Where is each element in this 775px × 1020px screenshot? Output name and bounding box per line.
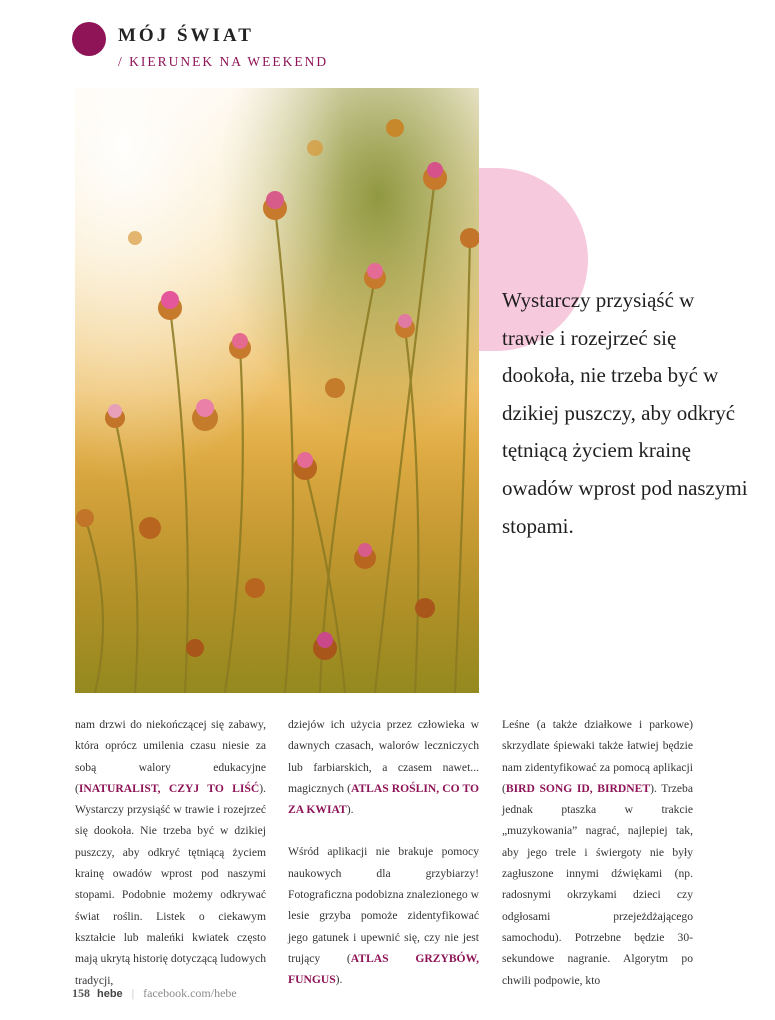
pull-quote: Wystarczy przysiąść w trawie i rozejrzeć się dookoła, nie trzeba być w dzikiej puszczy, aby odkryć tętniącą życiem krainę owadów wprost pod naszymi stopami. xyxy=(502,288,748,538)
app-names-highlight: ATLAS GRZYBÓW, FUNGUS xyxy=(288,951,480,987)
page-footer xyxy=(72,986,237,1001)
section-dot-icon xyxy=(72,22,106,56)
thistle-meadow-photo xyxy=(75,88,479,693)
paragraph xyxy=(288,841,479,990)
body-text: ). xyxy=(346,803,354,817)
text-column-2 xyxy=(288,714,479,991)
footer-separator: | xyxy=(131,986,135,1000)
facebook-link[interactable]: facebook.com/hebe xyxy=(143,986,237,1000)
app-names-highlight: INATURALIST, CZYJ TO LIŚĆ xyxy=(78,781,260,795)
text-column-3 xyxy=(502,714,693,991)
brand-logo: hebe xyxy=(97,988,123,1000)
page-number: 158 xyxy=(72,986,90,1000)
body-text: nam drzwi do niekończącej się zabawy, która oprócz umilenia czasu niesie za sobą walory edukacyjne ( xyxy=(75,718,266,795)
body-text: Wśród aplikacji nie brakuje pomocy naukowych dla grzybiarzy! Fotograficzna podobizna znalezionego w lesie grzyba pomoże zidentyfikować jego gatunek i upewnić się, czy nie jest trujący ( xyxy=(288,845,479,965)
paragraph xyxy=(502,714,693,991)
app-names-highlight: ATLAS ROŚLIN, CO TO ZA KWIAT xyxy=(288,781,479,817)
app-names-highlight: BIRD SONG ID, BIRDNET xyxy=(505,781,651,795)
body-text: ). Trzeba jednak ptaszka w trakcie „muzykowania” nagrać, najlepiej tak, aby jego trele i świergoty nie były zagłuszone innymi dźwiękami (np. radosnymi okrzykami dzieci czy odgłosami przejeżdżającego samochodu). Potrzebne będzie 30-sekundowe nagranie. Algorytm po chwili podpowie, kto xyxy=(502,781,693,987)
paragraph xyxy=(75,714,266,991)
body-text: Leśne (a także działkowe i parkowe) skrzydlate śpiewaki także łatwiej będzie nam zidentyfikować za pomocą aplikacji ( xyxy=(502,718,693,795)
paragraph xyxy=(288,714,479,820)
text-column-1 xyxy=(75,714,266,991)
section-subtitle: / KIERUNEK NA WEEKEND xyxy=(118,54,329,69)
body-text: dziejów ich użycia przez człowieka w dawnych czasach, walorów leczniczych lub farbiarskich, a czasem nawet... magicznych ( xyxy=(288,718,479,795)
body-text: ). Wystarczy przysiąść w trawie i rozejrzeć się dookoła. Nie trzeba być w dzikiej puszczy, aby odkryć tętniącą życiem krainę owadów wprost pod naszymi stopami. Podobnie możemy odkrywać świat roślin. Listek o ciekawym kształcie lub maleńki kwiatek często mają ukrytą historię dotyczącą ludowych tradycji, xyxy=(75,781,266,987)
body-text: ). xyxy=(335,973,343,987)
section-title: MÓJ ŚWIAT xyxy=(118,25,254,46)
